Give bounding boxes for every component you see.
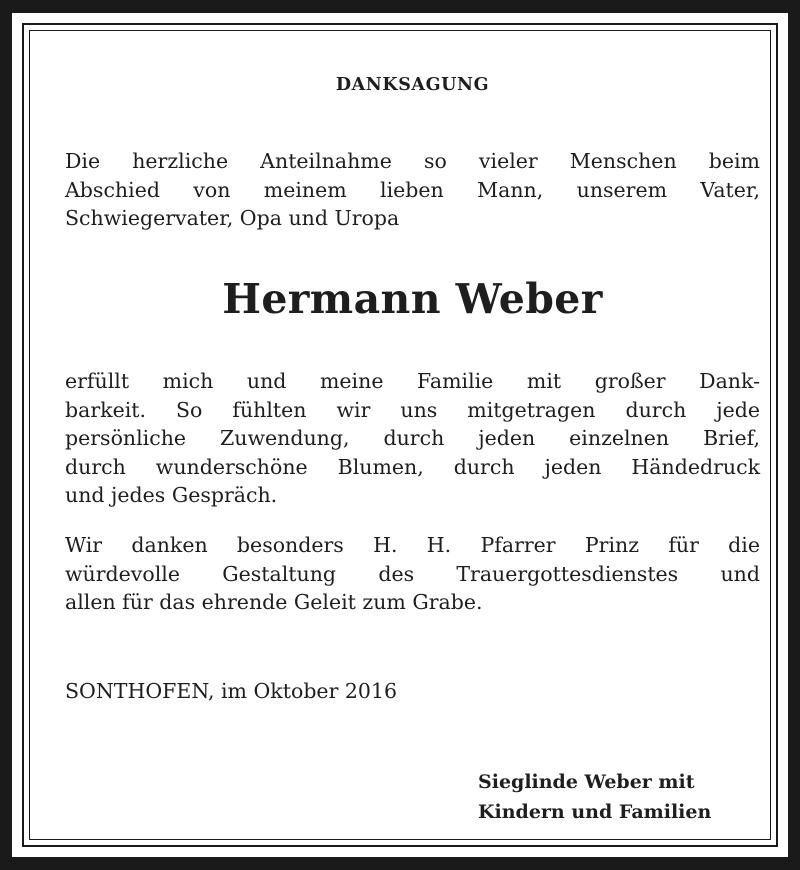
notice-heading: DANKSAGUNG bbox=[335, 75, 490, 95]
intro-line: Abschied von meinem lieben Mann, unserem Vater, bbox=[65, 177, 760, 202]
thanks-line: durch wunderschöne Blumen, durch jeden Händedruck bbox=[65, 454, 760, 479]
place-and-date: SONTHOFEN, im Oktober 2016 bbox=[65, 679, 398, 703]
thanks-line: barkeit. So fühlten wir uns mitgetragen durch jede bbox=[65, 397, 760, 422]
signature-line: Kindern und Familien bbox=[478, 801, 712, 823]
special-thanks-line: Wir danken besonders H. H. Pfarrer Prinz für die bbox=[65, 533, 760, 557]
thanks-paragraph bbox=[65, 367, 760, 510]
special-thanks-paragraph bbox=[65, 531, 760, 617]
intro-line: Die herzliche Anteilnahme so vieler Menschen beim bbox=[65, 149, 760, 173]
thanks-line: und jedes Gespräch. bbox=[65, 483, 278, 507]
intro-line: Schwiegervater, Opa und Uropa bbox=[65, 206, 400, 230]
signature-line: Sieglinde Weber mit bbox=[478, 771, 695, 793]
intro-paragraph bbox=[65, 147, 760, 233]
thanks-line: persönliche Zuwendung, durch jeden einzelnen Brief, bbox=[65, 426, 760, 450]
thanks-line: erfüllt mich und meine Familie mit großer Dank- bbox=[65, 369, 760, 393]
deceased-name: Hermann Weber bbox=[222, 275, 603, 323]
special-thanks-line: würdevolle Gestaltung des Trauergottesdienstes und bbox=[65, 561, 760, 586]
signature-block bbox=[478, 767, 711, 827]
death-notice bbox=[12, 13, 788, 857]
special-thanks-line: allen für das ehrende Geleit zum Grabe. bbox=[65, 590, 483, 614]
